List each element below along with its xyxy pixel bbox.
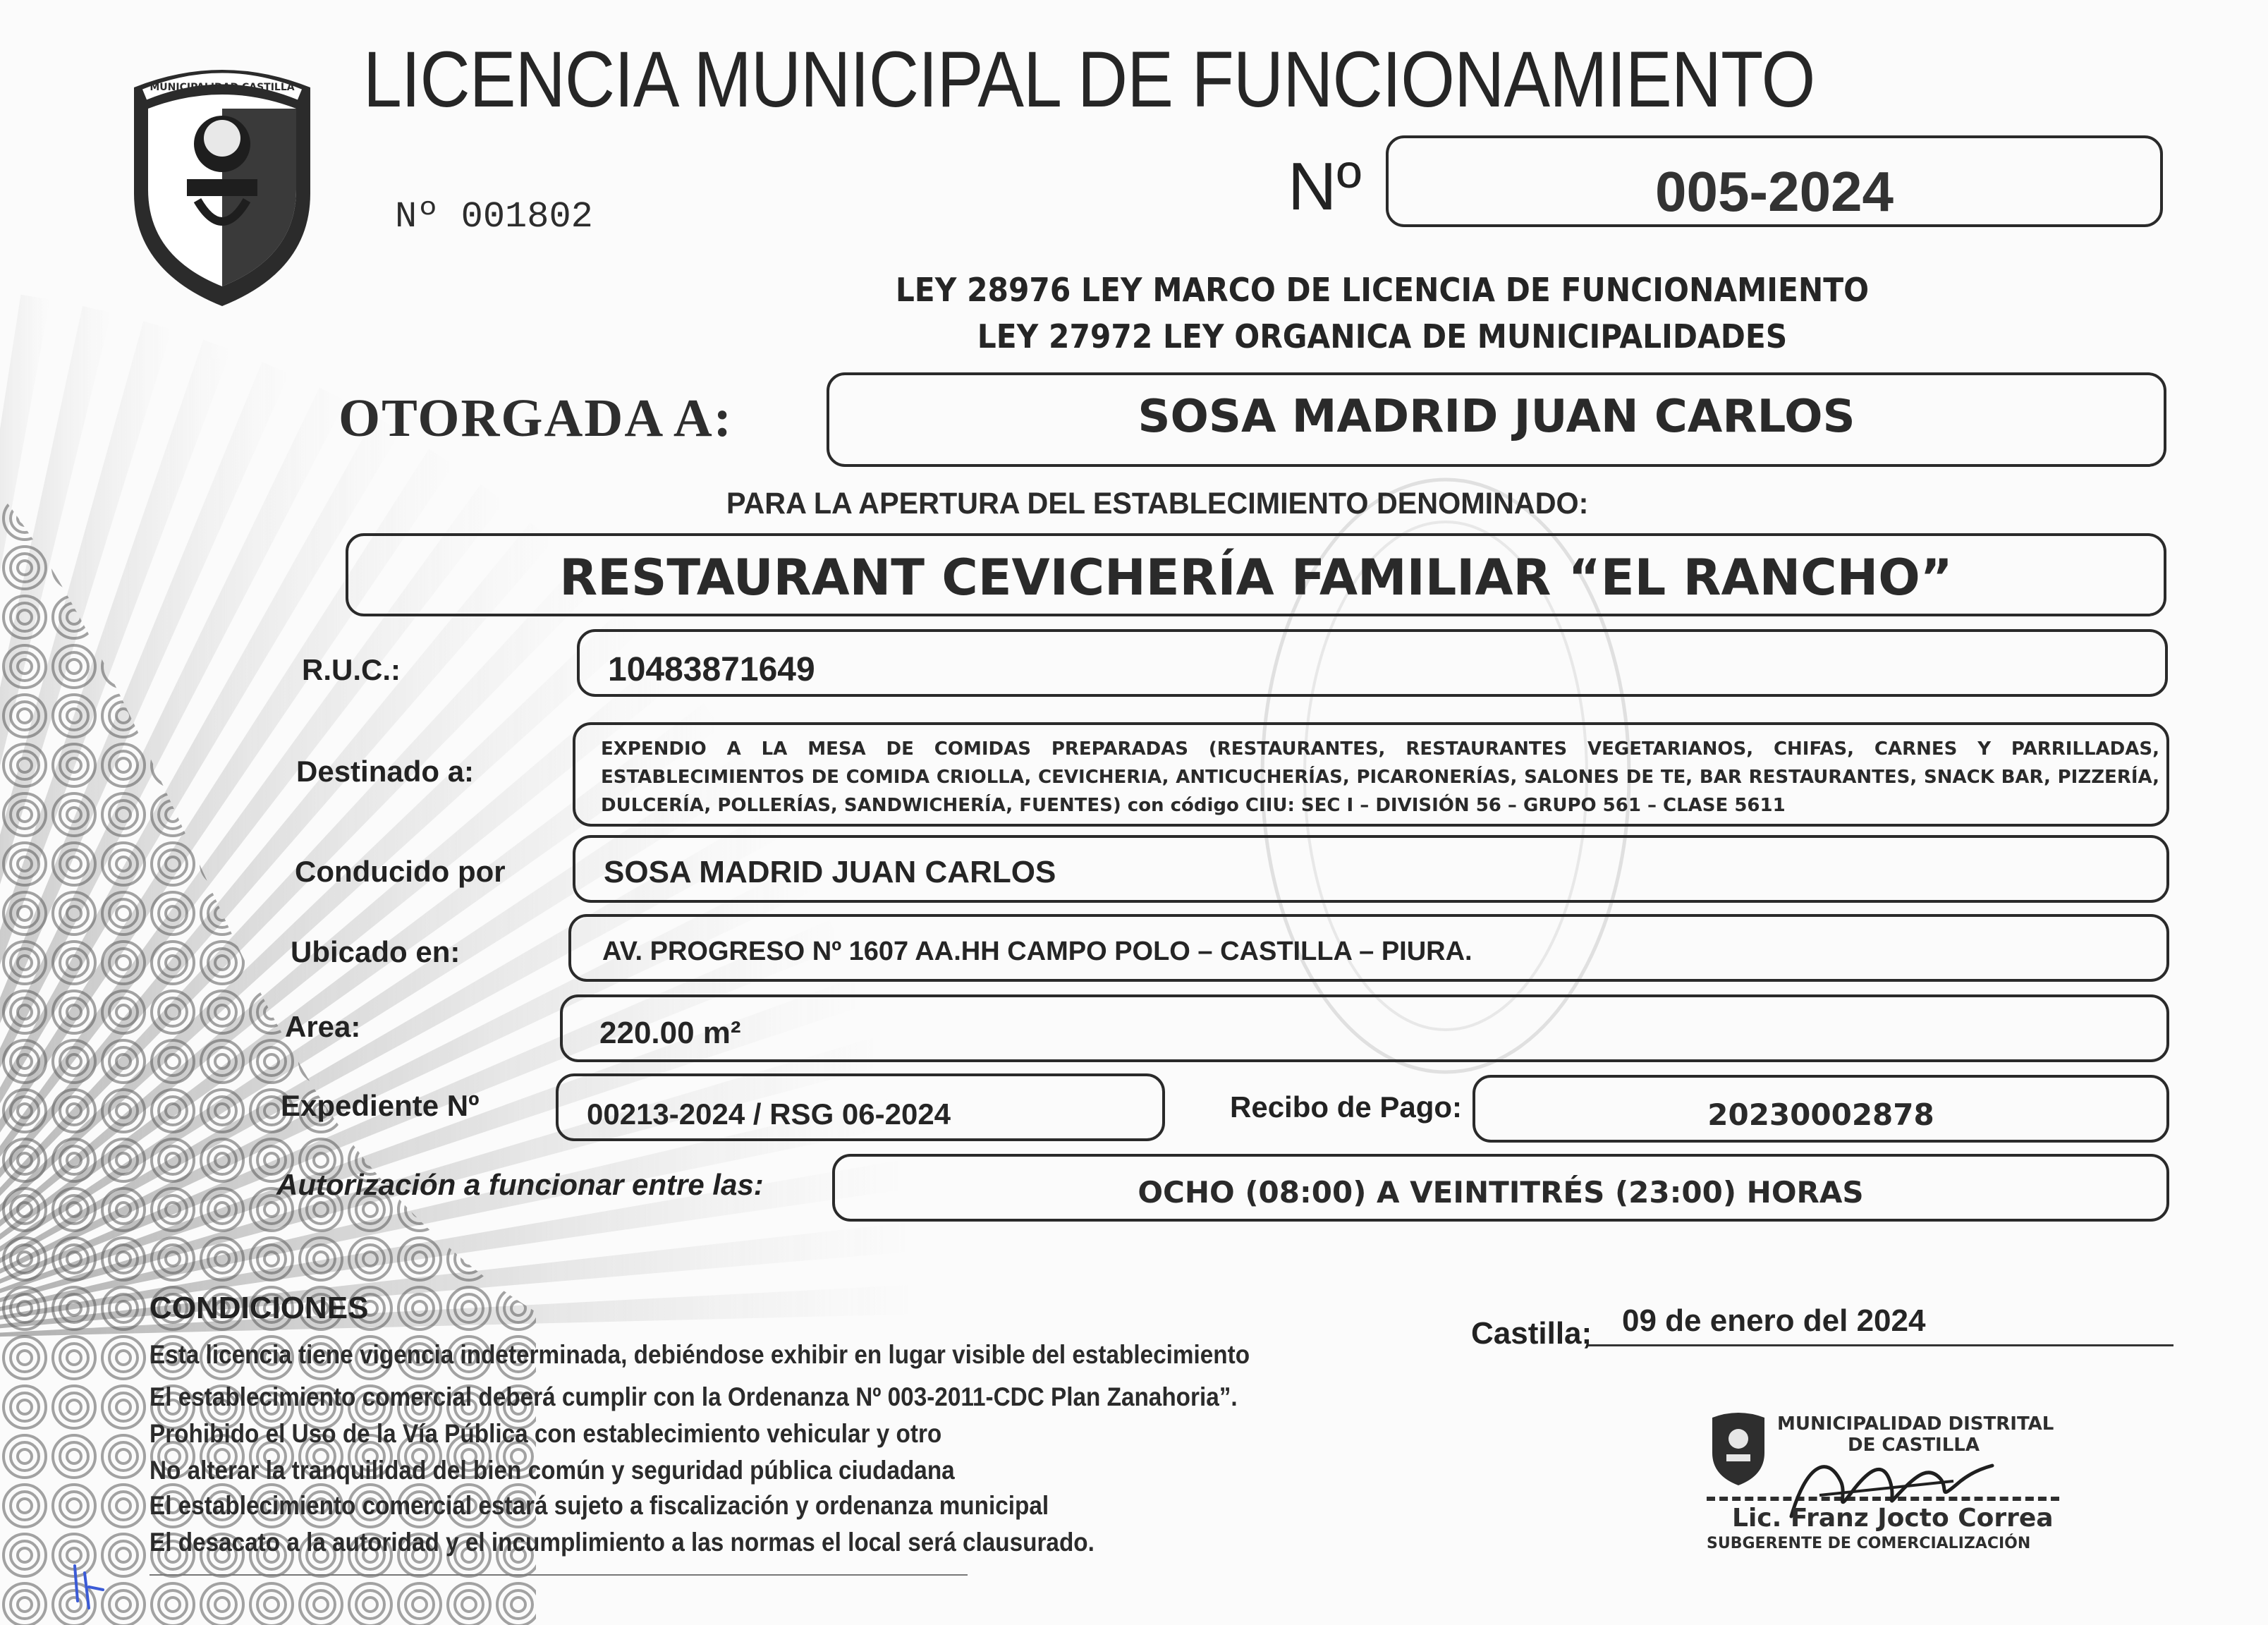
conducted-by-label: Conducido por [295,855,506,888]
establishment-purpose-label: PARA LA APERTURA DEL ESTABLECIMIENTO DENOMINADO: [726,487,1589,521]
signer-name: Lic. Franz Jocto Correa [1732,1504,2054,1533]
granted-to-label: OTORGADA A: [339,389,733,448]
serial-label: Nº [395,196,439,238]
receipt-box [1473,1075,2169,1143]
conducted-by-box [573,835,2169,903]
condition-line: El establecimiento comercial estará sujeto a fiscalización y ordenanza municipal [150,1491,1049,1520]
area-box [560,994,2169,1062]
seal-line-1: MUNICIPALIDAD DISTRITAL [1777,1413,2054,1435]
granted-to-box [827,372,2166,467]
destined-value: EXPENDIO A LA MESA DE COMIDAS PREPARADAS (RESTAURANTES, RESTAURANTES VEGETARIANOS, CHIFAS, CARNES Y PARRILLADAS, ESTABLECIMIENTOS DE COMIDA CRIOLLA, CEVICHERIA, ANTICUCHERÍAS, PICARONERÍAS, SALONES DE TE, BAR RESTAURANTES, SNACK BAR, PIZZERÍA, DULCERÍA, POLLERÍAS, SANDWICHERÍA, FUENTES) con código CIIU: SEC I – DIVISIÓN 56 – GRUPO 561 – CLASE 5611 [601,738,2159,816]
law-line-1: LEY 28976 LEY MARCO DE LICENCIA DE FUNCIONAMIENTO [895,271,1870,309]
seal-crest-icon [1707,1411,1770,1488]
file-number-label: Expediente Nº [281,1089,480,1122]
hours-label: Autorización a funcionar entre las: [276,1168,764,1201]
ruc-label: R.U.C.: [302,653,401,686]
issue-place-label: Castilla; [1471,1316,1592,1351]
document-title: LICENCIA MUNICIPAL DE FUNCIONAMIENTO [363,35,1815,123]
establishment-name: RESTAURANT CEVICHERÍA FAMILIAR “EL RANCHO” [559,549,1953,607]
ruc-box [577,629,2168,697]
file-number-value: 00213-2024 / RSG 06-2024 [587,1097,951,1131]
area-value: 220.00 m² [599,1016,741,1050]
file-number-box [556,1073,1165,1141]
license-number-label: Nº [1288,149,1362,224]
establishment-name-box [346,533,2166,616]
located-label: Ubicado en: [291,935,461,968]
destined-box [573,722,2169,827]
located-box [568,914,2169,982]
conducted-by-value: SOSA MADRID JUAN CARLOS [604,855,1056,889]
seal-line-2: DE CASTILLA [1848,1435,1980,1456]
serial-number [395,196,593,238]
condition-line: Prohibido el Uso de la Vía Pública con establecimiento vehicular y otro [150,1419,942,1448]
hours-box [832,1154,2169,1222]
law-line-2: LEY 27972 LEY ORGANICA DE MUNICIPALIDADES [977,317,1788,355]
date-underline [1588,1344,2174,1346]
pen-mark-icon [68,1559,110,1615]
receipt-label: Recibo de Pago: [1230,1090,1463,1124]
serial-value: 001802 [461,196,593,238]
condition-line: No alterar la tranquilidad del bien común y seguridad pública ciudadana [150,1456,955,1485]
condition-line: Esta licencia tiene vigencia indeterminada, debiéndose exhibir en lugar visible del establecimiento [150,1340,1250,1369]
granted-to-value: SOSA MADRID JUAN CARLOS [1138,391,1855,443]
destined-label: Destinado a: [296,755,475,788]
receipt-value: 20230002878 [1707,1097,1934,1132]
license-number-box [1386,135,2163,227]
crest-lettering: MUNICIPALIDAD CASTILLA [150,82,295,93]
condition-line: El desacato a la autoridad y el incumplimiento a las normas el local será clausurado. [150,1528,1095,1557]
signer-title: SUBGERENTE DE COMERCIALIZACIÓN [1707,1535,2031,1552]
hours-value: OCHO (08:00) A VEINTITRÉS (23:00) HORAS [1138,1175,1864,1210]
condition-line: El establecimiento comercial deberá cumplir con la Ordenanza Nº 003-2011-CDC Plan Zanahoria”. [150,1382,1238,1411]
conditions-title: CONDICIONES [150,1291,369,1325]
area-label: Area: [285,1010,361,1043]
municipal-crest-logo [120,59,324,313]
footer-rule [150,1574,968,1576]
issue-date-value: 09 de enero del 2024 [1622,1303,1926,1338]
ruc-value: 10483871649 [608,651,815,688]
license-number-value: 005-2024 [1654,160,1894,223]
located-value: AV. PROGRESO Nº 1607 AA.HH CAMPO POLO – CASTILLA – PIURA. [602,937,1473,966]
